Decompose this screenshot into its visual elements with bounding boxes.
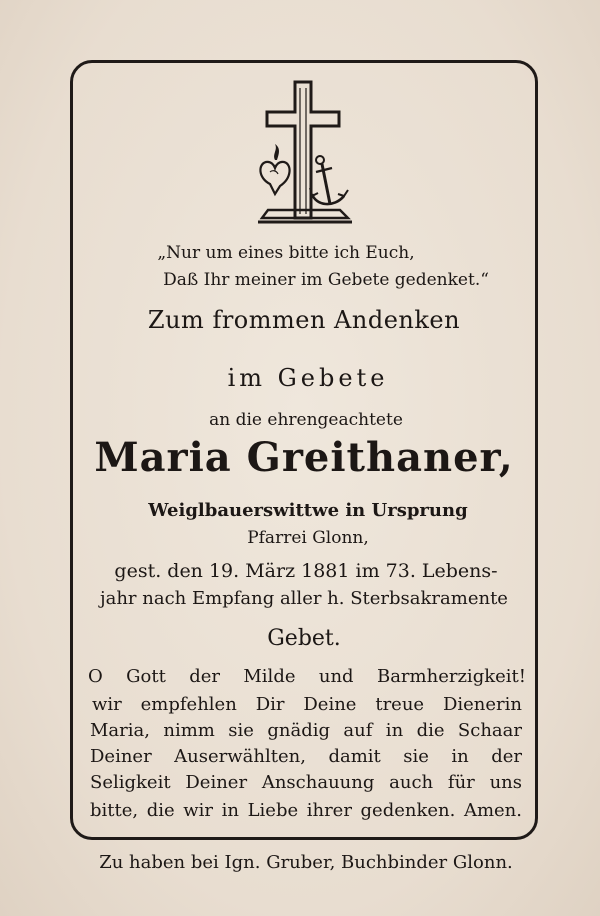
prayer-line: Maria, nimm sie gnädig auf in die Schaar [90,720,522,741]
death-line-2: jahr nach Empfang aller h. Sterbsakramente [100,588,508,609]
prayer-line: bitte, die wir in Liebe ihrer gedenken. Amen. [90,800,522,821]
deceased-name: Maria Greithaner, [94,434,514,481]
title-line-1: Zum frommen Andenken [147,306,461,334]
cross-heart-anchor-icon [248,78,358,230]
prayer-line: Deiner Auserwählten, damit sie in der [90,746,522,767]
title-line-2: im Gebete [227,364,389,392]
prayer-title: Gebet. [267,626,341,651]
quote-line-2: Daß Ihr meiner im Gebete gedenket.“ [163,270,489,290]
subtitle-occupation: Weiglbauerswittwe in Ursprung [148,500,468,521]
title-line-3: an die ehrengeachtete [209,410,403,430]
prayer-line: Seligkeit Deiner Anschauung auch für uns [90,772,522,793]
quote-line-1: „Nur um eines bitte ich Euch, [157,243,415,263]
subtitle-parish: Pfarrei Glonn, [247,528,369,548]
prayer-line: wir empfehlen Dir Deine treue Dienerin [92,694,522,715]
prayer-line: O Gott der Milde und Barmherzigkeit! [88,666,526,687]
printer-footer: Zu haben bei Ign. Gruber, Buchbinder Glonn. [99,852,513,873]
death-line-1: gest. den 19. März 1881 im 73. Lebens- [114,560,498,582]
